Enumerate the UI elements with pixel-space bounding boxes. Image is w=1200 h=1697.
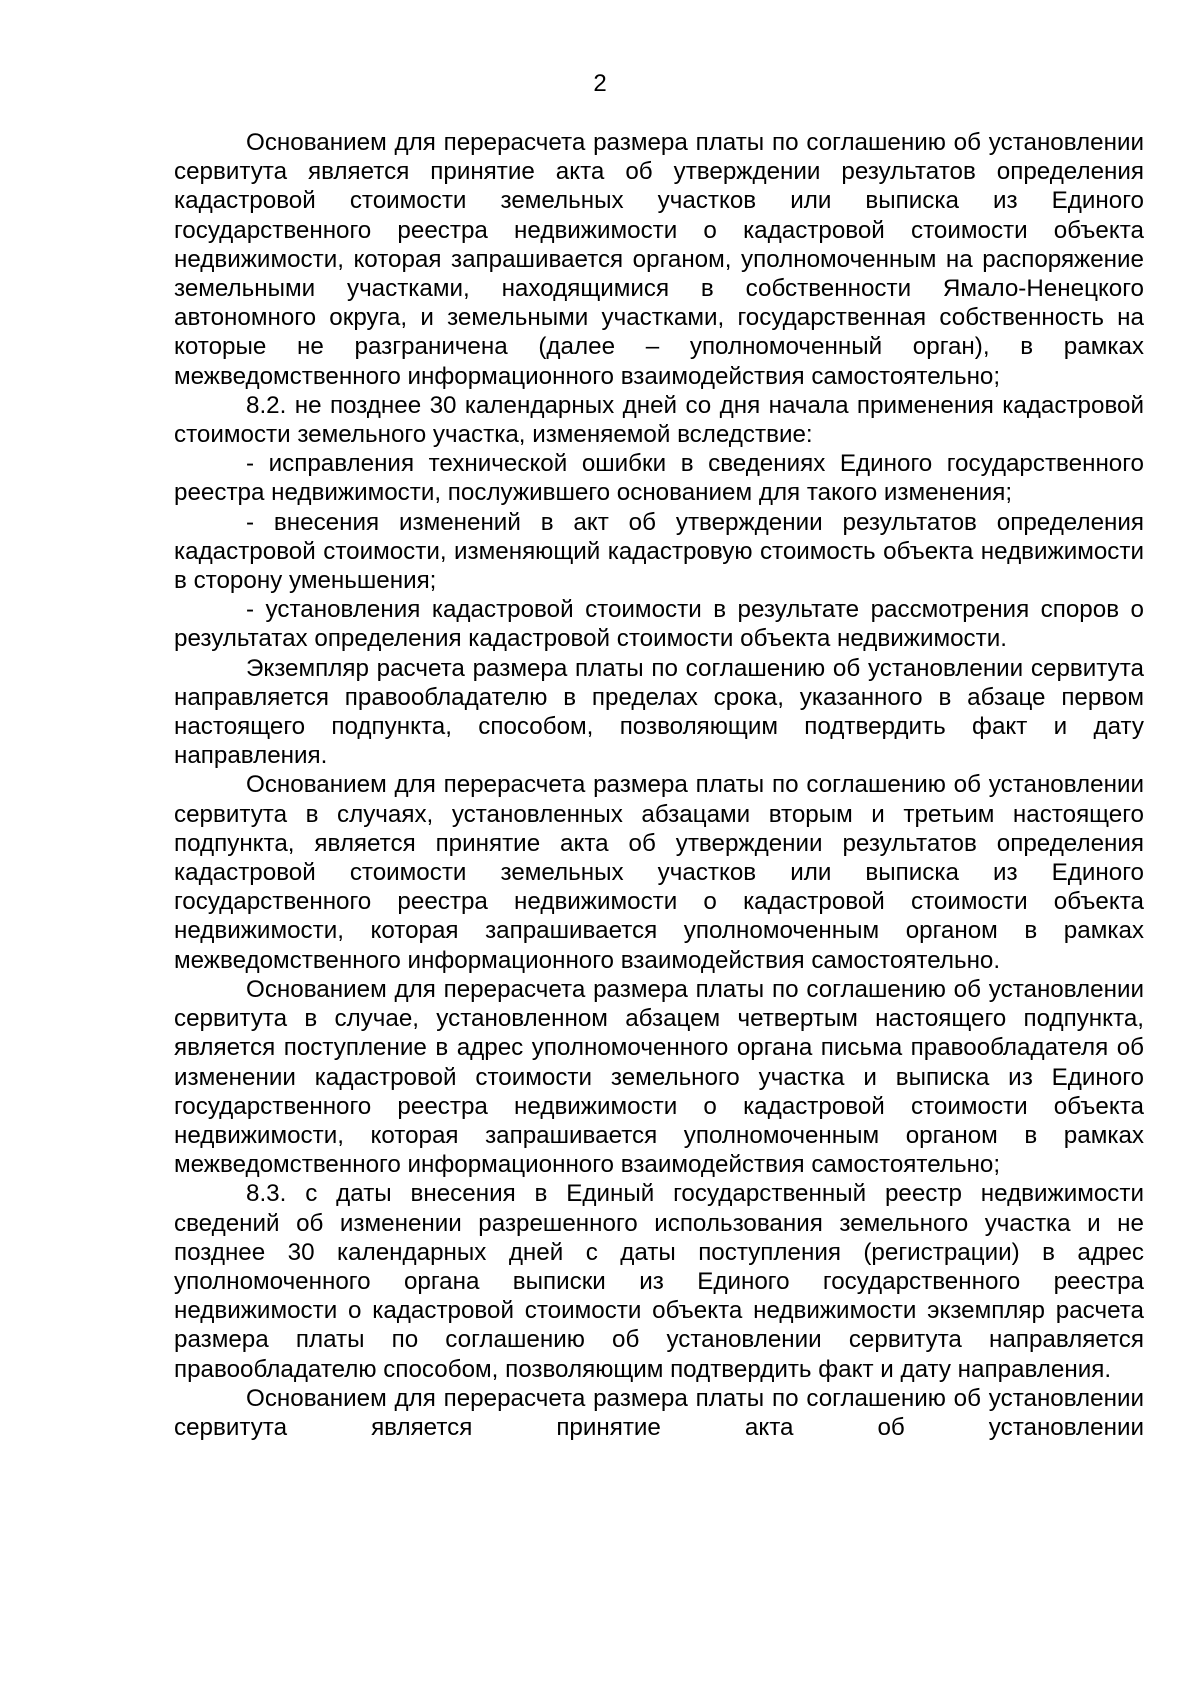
list-item-dispute-value: - установления кадастровой стоимости в результате рассмотрения споров о результатах определения кадастровой стоимости объекта недвижимости.: [174, 596, 1144, 653]
paragraph-basis-final: Основанием для перерасчета размера платы по соглашению об установлении сервитута является принятие акта об установлении: [174, 1384, 1144, 1441]
paragraph-copy-of-calculation: Экземпляр расчета размера платы по соглашению об установлении сервитута направляется правообладателю в пределах срока, указанного в абзаце первом настоящего подпункта, способом, позволяющим подтвердить факт и дату направления.: [174, 654, 1144, 770]
paragraph-basis-cases-2-3: Основанием для перерасчета размера платы по соглашению об установлении сервитута в случаях, установленных абзацами вторым и третьим настоящего подпункта, является принятие акта об утверждении результатов определения кадастровой стоимости земельных участков или выписка из Единого государственного реестра недвижимости о кадастровой стоимости объекта недвижимости, которая запрашивается уполномоченным органом в рамках межведомственного информационного взаимодействия самостоятельно.: [174, 771, 1144, 974]
page-number: 2: [593, 70, 607, 97]
paragraph-basis-recalculation: Основанием для перерасчета размера платы по соглашению об установлении сервитута является принятие акта об утверждении результатов определения кадастровой стоимости земельных участков или выписка из Единого государственного реестра недвижимости о кадастровой стоимости объекта недвижимости, которая запрашивается органом, уполномоченным на распоряжение земельными участками, находящимися в собственности Ямало-Ненецкого автономного округа, и земельными участками, государственная собственность на которые не разграничена (далее – уполномоченный орган), в рамках межведомственного информационного взаимодействия самостоятельно;: [174, 129, 1144, 390]
paragraph-8-3: 8.3. с даты внесения в Единый государственный реестр недвижимости сведений об изменении разрешенного использования земельного участка и не позднее 30 календарных дней с даты поступления (регистрации) в адрес уполномоченного органа выписки из Единого государственного реестра недвижимости о кадастровой стоимости объекта недвижимости экземпляр расчета размера платы по соглашению об установлении сервитута направляется правообладателю способом, позволяющим подтвердить факт и дату направления.: [174, 1180, 1144, 1383]
paragraph-8-2: 8.2. не позднее 30 календарных дней со дня начала применения кадастровой стоимости земельного участка, изменяемой вследствие:: [174, 391, 1144, 449]
list-item-act-changes: - внесения изменений в акт об утверждении результатов определения кадастровой стоимости, изменяющий кадастровую стоимость объекта недвижимости в сторону уменьшения;: [174, 508, 1144, 595]
document-body: [174, 128, 1144, 1442]
paragraph-basis-case-4: Основанием для перерасчета размера платы по соглашению об установлении сервитута в случае, установленном абзацем четвертым настоящего подпункта, является поступление в адрес уполномоченного органа письма правообладателя об изменении кадастровой стоимости земельного участка и выписка из Единого государственного реестра недвижимости о кадастровой стоимости объекта недвижимости, которая запрашивается уполномоченным органом в рамках межведомственного информационного взаимодействия самостоятельно;: [174, 975, 1144, 1179]
list-item-technical-error: - исправления технической ошибки в сведениях Единого государственного реестра недвижимости, послужившего основанием для такого изменения;: [174, 450, 1144, 507]
